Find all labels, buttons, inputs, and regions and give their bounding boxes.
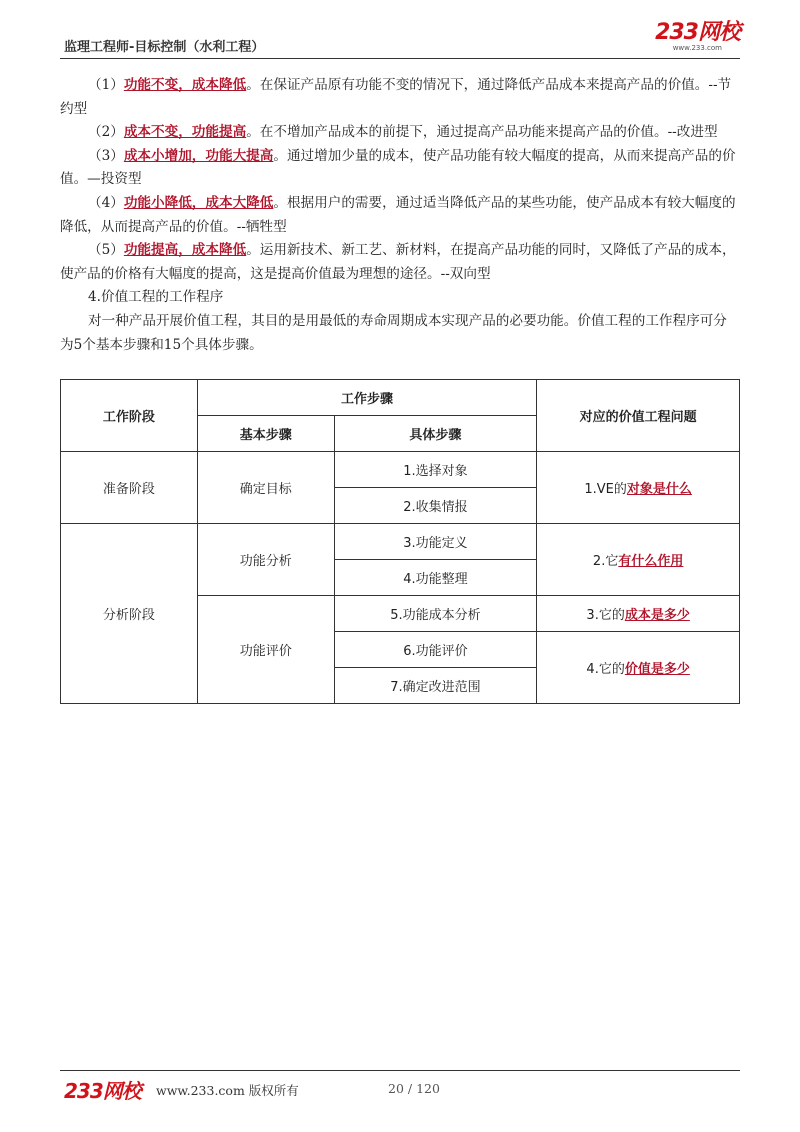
header-detail-step: 具体步骤 xyxy=(334,416,537,452)
highlight-term: 功能不变，成本降低 xyxy=(123,77,247,93)
question-highlight: 成本是多少 xyxy=(624,608,690,623)
header-question: 对应的价值工程问题 xyxy=(537,380,740,452)
highlight-term: 功能提高，成本降低 xyxy=(123,242,247,259)
detail-step: 6.功能评价 xyxy=(334,632,537,668)
paragraph-type-3 xyxy=(60,145,740,192)
highlight-term: 功能小降低，成本大降低 xyxy=(123,194,274,211)
logo-text: 233网校 xyxy=(655,20,740,45)
basic-step-function-analysis: 功能分析 xyxy=(197,524,334,596)
question-prefix: 4.它的 xyxy=(586,662,625,677)
question-prefix: 3.它的 xyxy=(586,608,625,623)
stage-analysis: 分析阶段 xyxy=(61,524,198,704)
detail-step: 7.确定改进范围 xyxy=(334,668,537,704)
question-highlight: 对象是什么 xyxy=(626,482,692,497)
detail-step: 2.收集情报 xyxy=(334,488,537,524)
paragraph-text: 。根据用户的需要，通过适当降低产品的某些功能，使产品成本有较大幅度的降低，从而提高产品的价值。--牺牲型 xyxy=(60,194,736,235)
header-basic-step: 基本步骤 xyxy=(197,416,334,452)
item-number: （4） xyxy=(88,194,124,211)
question-highlight: 价值是多少 xyxy=(624,662,690,677)
question-cell xyxy=(537,632,740,704)
question-highlight: 有什么作用 xyxy=(618,554,684,569)
page-footer xyxy=(60,1070,740,1105)
detail-step: 1.选择对象 xyxy=(334,452,537,488)
paragraph-text: 。在保证产品原有功能不变的情况下，通过降低产品成本来提高产品的价值。--节约型 xyxy=(60,77,732,117)
item-number: （3） xyxy=(88,147,124,164)
question-cell xyxy=(537,452,740,524)
item-number: （5） xyxy=(88,242,124,259)
header-stage: 工作阶段 xyxy=(61,380,198,452)
logo-url: www.233.com xyxy=(672,44,722,52)
document-title: 监理工程师-目标控制（水利工程） xyxy=(64,40,265,55)
item-number: （2） xyxy=(88,124,124,141)
paragraph-type-1 xyxy=(60,74,740,121)
paragraph-text: 。在不增加产品成本的前提下，通过提高产品功能来提高产品的价值。--改进型 xyxy=(246,124,718,141)
question-cell xyxy=(537,524,740,596)
brand-logo xyxy=(655,22,740,53)
footer-logo: 233网校 xyxy=(64,1079,141,1103)
paragraph-type-2 xyxy=(60,121,740,145)
stage-prep: 准备阶段 xyxy=(61,452,198,524)
paragraph-text: 。运用新技术、新工艺、新材料，在提高产品功能的同时，又降低了产品的成本，使产品的价格有大幅度的提高，这是提高价值最为理想的途径。--双向型 xyxy=(60,242,736,282)
detail-step: 4.功能整理 xyxy=(334,560,537,596)
page-number: 20 / 120 xyxy=(388,1081,440,1096)
basic-step-goal: 确定目标 xyxy=(197,452,334,524)
question-cell xyxy=(537,596,740,632)
question-prefix: 1.VE的 xyxy=(584,482,627,497)
item-number: （1） xyxy=(88,77,124,93)
copyright-text: www.233.com 版权所有 xyxy=(156,1083,299,1098)
basic-step-function-evaluation: 功能评价 xyxy=(197,596,334,704)
question-prefix: 2.它 xyxy=(592,554,619,569)
paragraph-text: 。通过增加少量的成本，使产品功能有较大幅度的提高，从而来提高产品的价值。—投资型 xyxy=(60,147,736,188)
section-body: 对一种产品开展价值工程，其目的是用最低的寿命周期成本实现产品的必要功能。价值工程的工作程序可分为5个基本步骤和15个具体步骤。 xyxy=(60,312,727,353)
detail-step: 3.功能定义 xyxy=(334,524,537,560)
detail-step: 5.功能成本分析 xyxy=(334,596,537,632)
section-heading: 4.价值工程的工作程序 xyxy=(88,289,224,306)
highlight-term: 成本不变，功能提高 xyxy=(123,124,247,141)
paragraph-type-5 xyxy=(60,239,740,286)
page-header xyxy=(60,22,740,59)
paragraph-type-4 xyxy=(60,192,740,239)
header-steps: 工作步骤 xyxy=(197,380,536,416)
work-procedure-table xyxy=(60,379,740,704)
highlight-term: 成本小增加，功能大提高 xyxy=(123,147,274,164)
page-body xyxy=(60,74,740,357)
